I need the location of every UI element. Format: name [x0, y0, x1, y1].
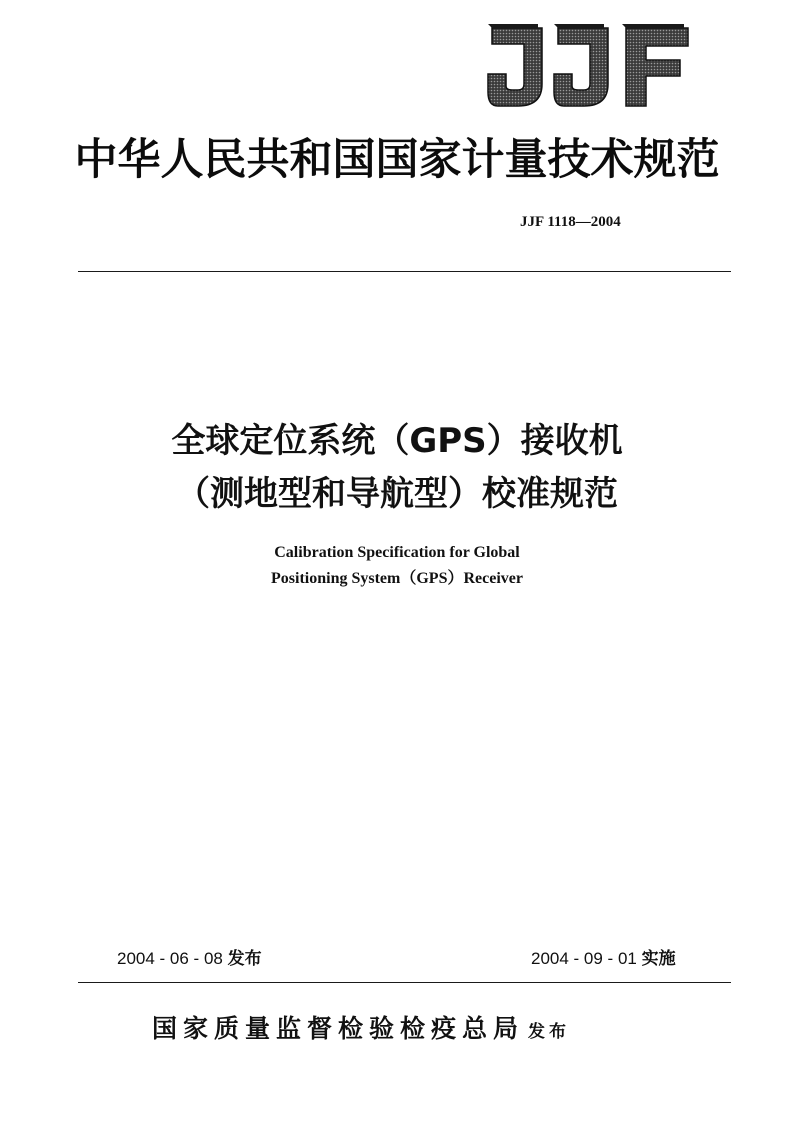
- jjf-logo: [484, 20, 692, 112]
- top-divider: [78, 271, 731, 272]
- issue-date-value: 2004 - 06 - 08: [117, 949, 223, 968]
- jjf-logo-icon: [484, 20, 692, 112]
- issuer-suffix: 发布: [528, 1022, 571, 1042]
- chinese-title-line-2: （测地型和导航型）校准规范: [176, 474, 618, 514]
- chinese-title-line-1: 全球定位系统（GPS）接收机: [171, 421, 623, 461]
- implementation-date-value: 2004 - 09 - 01: [531, 949, 637, 968]
- issue-date-label: 发布: [227, 949, 262, 969]
- bottom-divider: [78, 982, 731, 983]
- issuing-authority: [152, 1012, 570, 1049]
- standard-number: JJF 1118—2004: [520, 214, 621, 230]
- issuer-name: 国家质量监督检验检疫总局: [152, 1014, 525, 1043]
- issue-date: [117, 948, 262, 970]
- english-title-line-1: Calibration Specification for Global: [274, 544, 520, 561]
- english-title-line-2: Positioning System（GPS）Receiver: [271, 570, 523, 587]
- implementation-date-label: 实施: [641, 949, 676, 969]
- implementation-date: [531, 948, 676, 970]
- country-standard-title: 中华人民共和国国家计量技术规范: [74, 135, 720, 185]
